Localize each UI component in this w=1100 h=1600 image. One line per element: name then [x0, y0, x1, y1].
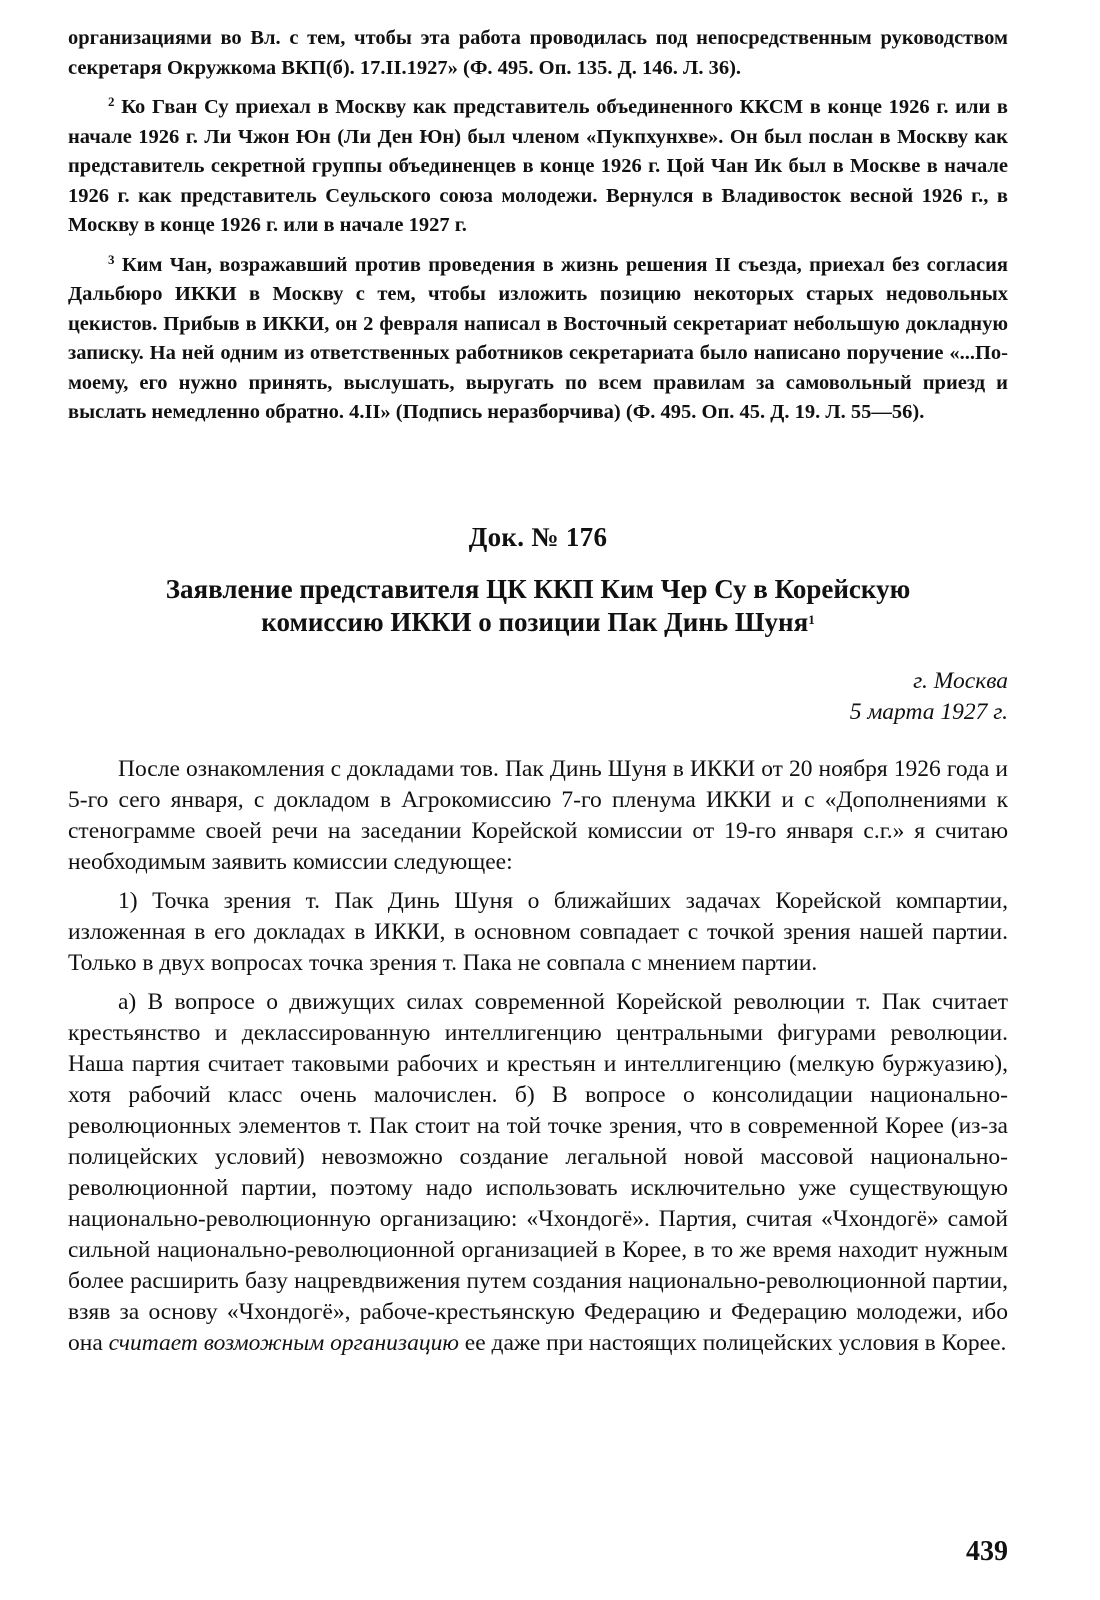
body-paragraph-3-end: ее даже при настоящих полицейских условия в Корее.: [464, 1329, 1007, 1356]
document-title: [68, 573, 1008, 639]
body-paragraph-3-italic: считает возможным организацию: [108, 1329, 459, 1356]
body-paragraph-3: [68, 987, 1008, 1359]
place-date: [68, 666, 1008, 728]
document-page: [68, 24, 1008, 1584]
footnote-2-mark: 2: [108, 94, 115, 109]
body-paragraph-3-start: а) В вопросе о движущих силах современной Корейской революции т. Пак считает крестьянство и деклассированную интеллигенцию центральными фигурами революции. Наша партия считает таковыми рабочих и крестьян и интеллигенцию (мелкую буржуазию), хотя рабочий класс очень малочислен. б) В вопросе о консолидации национально-революционных элементов т. Пак стоит на той точке зрения, что в современной Корее (из-за полицейских условий) невозможно создание легальной новой массовой национально-революционной партии, поэтому надо использовать исключительно уже существующую национально-революционную организацию: «Чхондогё». Партия, считая «Чхондогё» самой сильной национально-революционной организацией в Корее, в то же время находит нужным более расширить базу нацревдвижения путем создания национально-революционной партии, взяв за основу «Чхондогё», рабоче-крестьянскую Федерацию и Федерацию молодежи, ибо она: [68, 988, 1008, 1356]
document-title-line2-wrap: [68, 606, 1008, 639]
footnote-3-mark: 3: [108, 251, 115, 267]
footnote-2: [68, 93, 1008, 241]
page-number: 439: [966, 1536, 1008, 1567]
footnote-3: [68, 251, 1008, 428]
document-title-line2: комиссию ИККИ о позиции Пак Динь Шуня: [261, 606, 809, 637]
footnote-3-text: Ким Чан, возражавший против проведения в жизнь решения II съезда, приехал без согласия Дальбюро ИККИ в Москву с тем, чтобы изложить позицию некоторых старых недовольных цекистов. Прибыв в ИККИ, он 2 февраля написал в Восточный секретариат небольшую докладную записку. На ней одним из ответственных работников секретариата было написано поручение «...По-моему, его нужно принять, выслушать, выругать по всем правилам за самовольный приезд и выслать немедленно обратно. 4.II» (Подпись неразборчива) (Ф. 495. Оп. 45. Д. 19. Л. 55—56).: [68, 253, 1008, 423]
document-number: Док. № 176: [468, 521, 608, 552]
body-paragraph-2: 1) Точка зрения т. Пак Динь Шуня о ближайших задачах Корейской компартии, изложенная в его докладах в ИККИ, в основном совпадает с точкой зрения нашей партии. Только в двух вопросах точка зрения т. Пака не совпала с мнением партии.: [68, 887, 1008, 976]
footnote-continuation: организациями во Вл. с тем, чтобы эта работа проводилась под непосредственным руководством секретаря Окружкома ВКП(б). 17.II.1927» (Ф. 495. Оп. 135. Д. 146. Л. 36).: [68, 27, 1008, 79]
body-paragraph-1: После ознакомления с докладами тов. Пак Динь Шуня в ИККИ от 20 ноября 1926 года и 5-го сего января, с докладом в Агрокомиссию 7-го пленума ИККИ и с «Дополнениями к стенограмме своей речи на заседании Корейской комиссии от 19-го января с.г.» я считаю необходимым заявить комиссии следующее:: [68, 755, 1008, 875]
footnotes: [68, 24, 1008, 428]
document-date: 5 марта 1927 г.: [849, 698, 1008, 725]
document-body: [68, 754, 1008, 1359]
document-title-line1: Заявление представителя ЦК ККП Ким Чер Су в Корейскую: [165, 573, 911, 604]
document-title-footnote-mark: 1: [808, 611, 815, 627]
footnote-2-text: Ко Гван Су приехал в Москву как представитель объединенного ККСМ в конце 1926 г. или в начале 1926 г. Ли Чжон Юн (Ли Ден Юн) был членом «Пукпхунхве». Он был послан в Москву как представитель секретной группы объединенцев в конце 1926 г. Цой Чан Ик был в Москве в начале 1926 г. как представитель Сеульского союза молодежи. Вернулся в Владивосток весной 1926 г., в Москву в конце 1926 г. или в начале 1927 г.: [68, 96, 1009, 236]
document-place: г. Москва: [913, 667, 1008, 694]
